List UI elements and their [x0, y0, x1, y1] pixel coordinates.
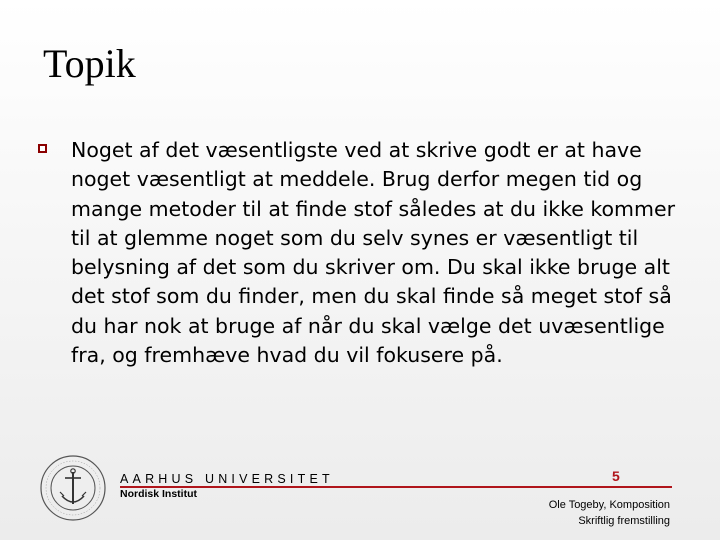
footer-credits — [549, 497, 670, 529]
bullet-item — [38, 136, 688, 370]
footer-divider — [120, 486, 672, 488]
author-line: Ole Togeby, Komposition — [548, 499, 670, 511]
university-name: AARHUS UNIVERSITET — [120, 472, 334, 486]
subtitle-line: Skriftlig fremstilling — [578, 515, 670, 527]
institute-name: Nordisk Institut — [120, 488, 198, 500]
bullet-text: Noget af det væsentligste ved at skrive godt er at have noget væsentligt at meddele. Brug derfor megen tid og mange metoder til at finde stof således at du ikke kommer til at glemme noget som du selv synes er væsentligt til belysning af det som du skriver om. Du skal ikke bruge alt det stof som du finder, men du skal finde så meget stof så du har nok at bruge af når du skal vælge det uvæsentlige fra, og fremhæve hvad du vil fokusere på. — [71, 138, 676, 368]
square-bullet-icon — [38, 144, 47, 153]
university-seal-icon — [40, 452, 106, 524]
page-number: 5 — [612, 468, 620, 484]
slide-title: Topik — [43, 41, 136, 86]
